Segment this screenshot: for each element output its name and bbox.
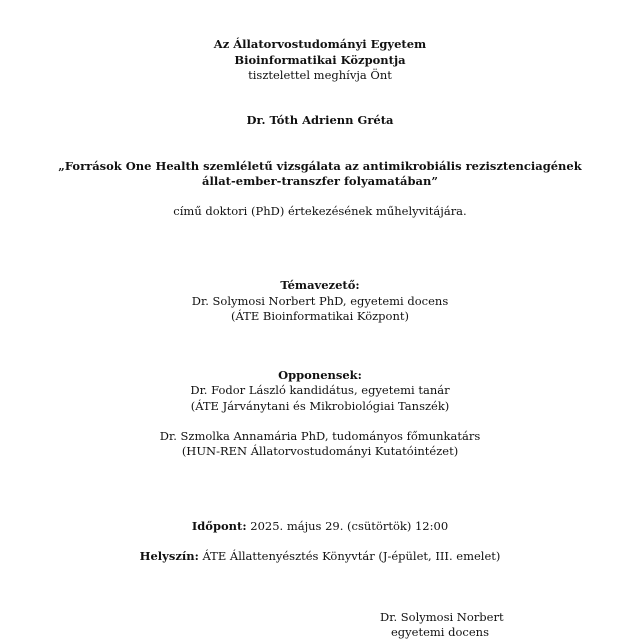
event-place: [0, 548, 640, 564]
supervisor-affiliation: (ÁTE Bioinformatikai Központ): [231, 309, 409, 323]
opponents-heading: Opponensek:: [278, 368, 362, 382]
signature-title: egyetemi docens: [391, 625, 489, 639]
opponent-1-affiliation: (ÁTE Járványtani és Mikrobiológiai Tanszék): [190, 399, 450, 413]
supervisor-heading: Témavezető:: [280, 278, 360, 292]
event-time-value: 2025. május 29. (csütörtök) 12:00: [246, 519, 449, 533]
event-time: [0, 518, 640, 534]
event-time-label: Időpont:: [191, 519, 247, 533]
event-place-value: ÁTE Állattenyésztés Könyvtár (J-épület, III. emelet): [198, 549, 501, 563]
university-name: Az Állatorvostudományi Egyetem: [213, 37, 427, 51]
candidate-name: Dr. Tóth Adrienn Gréta: [246, 113, 394, 127]
thesis-title-line-2: állat-ember-transzfer folyamatában”: [202, 174, 438, 188]
supervisor-name: Dr. Solymosi Norbert PhD, egyetemi docens: [191, 294, 449, 308]
signature-name: Dr. Solymosi Norbert: [380, 610, 504, 624]
event-place-label: Helyszín:: [139, 549, 199, 563]
thesis-subtitle: című doktori (PhD) értekezésének műhelyvitájára.: [173, 204, 467, 218]
opponent-2-affiliation: (HUN-REN Állatorvostudományi Kutatóintézet): [181, 444, 459, 458]
opponent-2-name: Dr. Szmolka Annamária PhD, tudományos főmunkatárs: [159, 429, 481, 443]
invitation-text: tisztelettel meghívja Önt: [248, 68, 392, 82]
center-name: Bioinformatikai Központja: [234, 53, 406, 67]
opponent-1-name: Dr. Fodor László kandidátus, egyetemi tanár: [190, 383, 450, 397]
thesis-title-line-1: „Források One Health szemléletű vizsgálata az antimikrobiális rezisztenciagének: [58, 159, 582, 173]
